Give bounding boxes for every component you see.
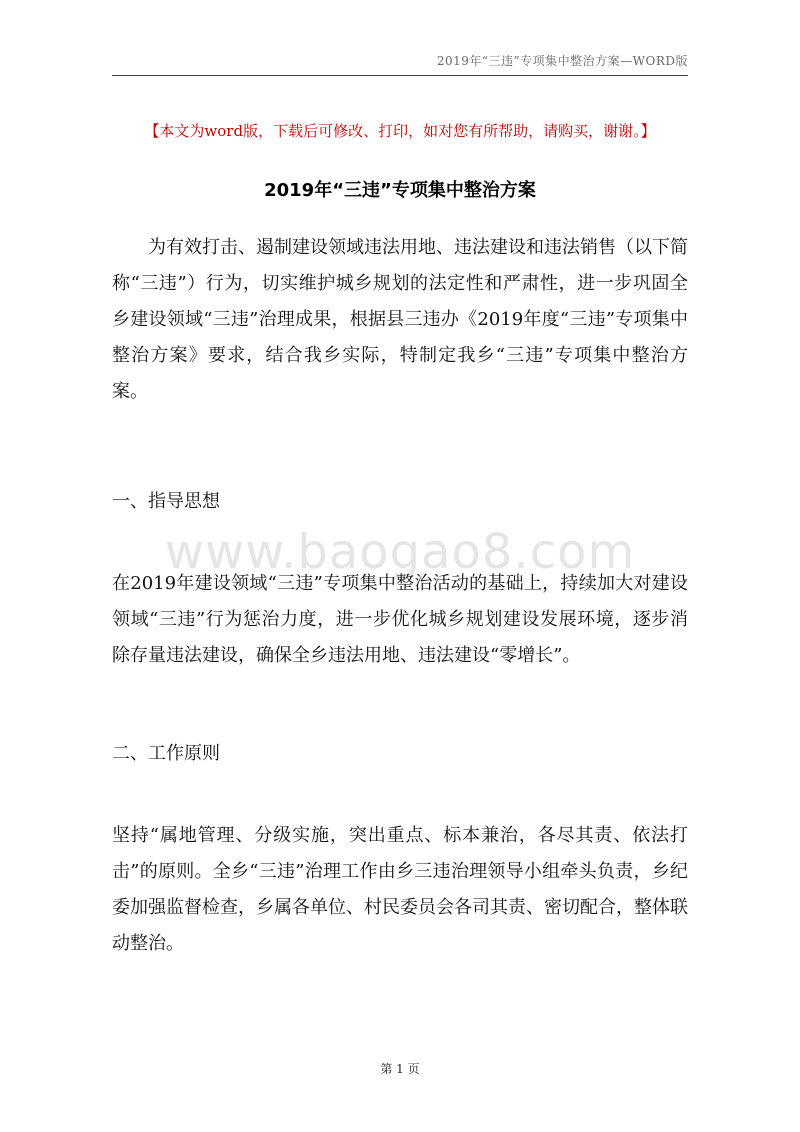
intro-paragraph: 为有效打击、遏制建设领域违法用地、违法建设和违法销售（以下简称“三违”）行为，切实维护城乡规划的法定性和严肃性，进一步巩固全乡建设领域“三违”治理成果，根据县三违办《2019年度“三违”专项集中整治方案》要求，结合我乡实际，特制定我乡“三违”专项集中整治方案。 <box>112 237 688 402</box>
section-body-guiding-ideology: 在2019年建设领域“三违”专项集中整治活动的基础上，持续加大对建设领域“三违”行为惩治力度，进一步优化城乡规划建设发展环境，逐步消除存量违法建设，确保全乡违法用地、违法建设“零增长”。 <box>112 573 688 666</box>
section-body-work-principles: 坚持“属地管理、分级实施，突出重点、标本兼治，各尽其责、依法打击”的原则。全乡“三违”治理工作由乡三违治理领导小组牵头负责，乡纪委加强监督检查，乡属各单位、村民委员会各司其责、密切配合，整体联动整治。 <box>112 825 688 954</box>
watermark: www.baogao8.com <box>164 524 636 580</box>
header-divider <box>112 75 688 76</box>
purchase-notice: 【本文为word版，下载后可修改、打印，如对您有所帮助，请购买，谢谢。】 <box>144 122 656 140</box>
page-header: 2019年“三违”专项集中整治方案—WORD版 <box>436 54 688 68</box>
page-number: 第 1 页 <box>380 1062 420 1076</box>
section-heading-work-principles: 二、工作原则 <box>112 743 220 764</box>
section-heading-guiding-ideology: 一、指导思想 <box>112 491 220 512</box>
document-title: 2019年“三违”专项集中整治方案 <box>264 180 536 201</box>
